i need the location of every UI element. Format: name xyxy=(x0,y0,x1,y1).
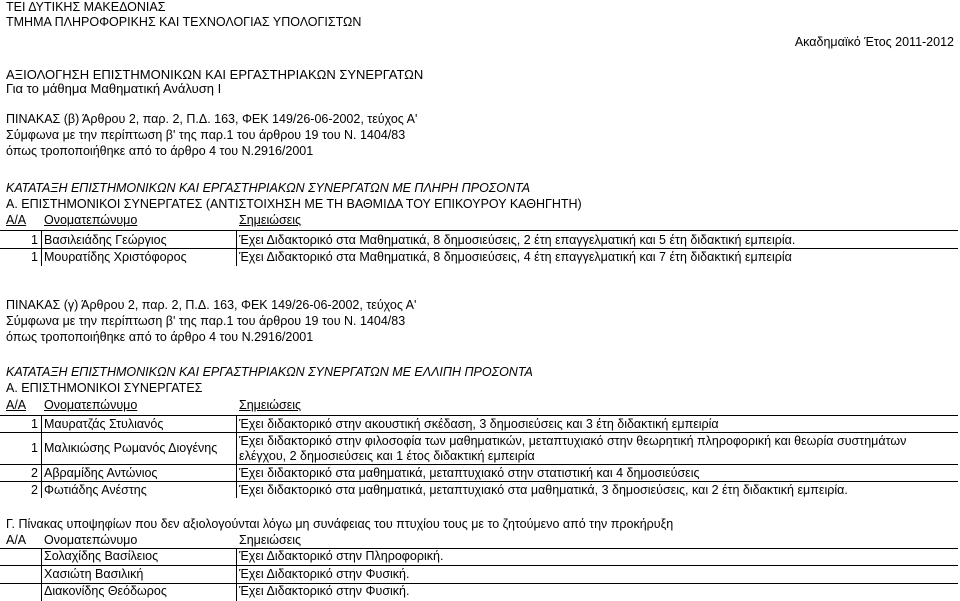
table-b xyxy=(0,213,960,268)
row-number: 1 xyxy=(31,417,38,431)
table-c-legal-line-3: όπως τροποποιήθηκε από το άρθρο 4 του Ν.2916/2001 xyxy=(6,330,314,344)
table-d-title: Γ. Πίνακας υποψηφίων που δεν αξιολογούνται λόγω μη συνάφειας του πτυχίου τους με το ζητούμενο από την προκήρυξη xyxy=(6,517,674,531)
row-name: Σολαχίδης Βασίλειος xyxy=(44,549,159,563)
table-c-category: Α. ΕΠΙΣΤΗΜΟΝΙΚΟΙ ΣΥΝΕΡΓΑΤΕΣ xyxy=(6,381,203,395)
table-d-header-aa: Α/Α xyxy=(6,533,27,547)
table-c-header-name: Ονοματεπώνυμο xyxy=(44,398,138,412)
row-name: Αβραμίδης Αντώνιος xyxy=(44,466,158,480)
course-title: Για το μάθημα Μαθηματική Ανάλυση Ι xyxy=(6,81,222,96)
row-number: 1 xyxy=(31,250,38,264)
table-c-ranking-title: ΚΑΤΑΤΑΞΗ ΕΠΙΣΤΗΜΟΝΙΚΩΝ ΚΑΙ ΕΡΓΑΣΤΗΡΙΑΚΩΝ ΣΥΝΕΡΓΑΤΩΝ ΜΕ ΕΛΛΙΠΗ ΠΡΟΣΟΝΤΑ xyxy=(6,365,533,379)
table-d-header-notes: Σημειώσεις xyxy=(239,533,302,547)
table-b-ranking-title: ΚΑΤΑΤΑΞΗ ΕΠΙΣΤΗΜΟΝΙΚΩΝ ΚΑΙ ΕΡΓΑΣΤΗΡΙΑΚΩΝ ΣΥΝΕΡΓΑΤΩΝ ΜΕ ΠΛΗΡΗ ΠΡΟΣΟΝΤΑ xyxy=(6,181,531,195)
row-notes: Έχει Διδακτορικό στην Φυσική. xyxy=(239,567,410,581)
row-name: Βασιλειάδης Γεώργιος xyxy=(44,233,167,247)
table-d xyxy=(0,533,960,601)
row-notes: Έχει διδακτορικό στα μαθηματικά, μεταπτυχιακό στην στατιστική και 4 δημοσιεύσεις xyxy=(239,466,700,480)
row-number: 2 xyxy=(31,483,38,497)
row-number: 1 xyxy=(31,233,38,247)
institution-name: ΤΕΙ ΔΥΤΙΚΗΣ ΜΑΚΕΔΟΝΙΑΣ xyxy=(6,0,166,14)
table-b-header-aa: Α/Α xyxy=(6,213,27,227)
table-b-legal-line-1: ΠΙΝΑΚΑΣ (β) Άρθρου 2, παρ. 2, Π.Δ. 163, ΦΕΚ 149/26-06-2002, τεύχος Α' xyxy=(6,112,418,126)
table-c-legal-line-2: Σύμφωνα με την περίπτωση β' της παρ.1 του άρθρου 19 του Ν. 1404/83 xyxy=(6,314,406,328)
row-name: Χασιώτη Βασιλική xyxy=(44,567,144,581)
row-name: Διακονίδης Θεόδωρος xyxy=(44,584,167,598)
table-c xyxy=(0,398,960,500)
table-b-category: Α. ΕΠΙΣΤΗΜΟΝΙΚΟΙ ΣΥΝΕΡΓΑΤΕΣ (ΑΝΤΙΣΤΟΙΧΗΣΗ ΜΕ ΤΗ ΒΑΘΜΙΔΑ ΤΟΥ ΕΠΙΚΟΥΡΟΥ ΚΑΘΗΓΗΤΗ) xyxy=(6,197,582,211)
department-name: ΤΜΗΜΑ ΠΛΗΡΟΦΟΡΙΚΗΣ ΚΑΙ ΤΕΧΝΟΛΟΓΙΑΣ ΥΠΟΛΟΓΙΣΤΩΝ xyxy=(6,15,362,29)
row-notes: Έχει Διδακτορικό στα Μαθηματικά, 8 δημοσιεύσεις, 2 έτη επαγγελματική και 5 έτη διδακτική εμπειρία. xyxy=(239,233,796,247)
row-notes: Έχει Διδακτορικό στην Πληροφορική. xyxy=(239,549,444,563)
row-name: Μαυρατζάς Στυλιανός xyxy=(44,417,164,431)
table-c-header-aa: Α/Α xyxy=(6,398,27,412)
table-b-legal-line-2: Σύμφωνα με την περίπτωση β' της παρ.1 του άρθρου 19 του Ν. 1404/83 xyxy=(6,128,406,142)
row-notes: Έχει διδακτορικό στην ακουστική σκέδαση, 3 δημοσιεύσεις και 3 έτη διδακτική εμπειρία xyxy=(239,417,719,431)
row-name: Μαλικιώσης Ρωμανός Διογένης xyxy=(44,441,218,455)
row-name: Μουρατίδης Χριστόφορος xyxy=(44,250,187,264)
table-b-legal-line-3: όπως τροποποιήθηκε από το άρθρο 4 του Ν.2916/2001 xyxy=(6,144,314,158)
evaluation-title: ΑΞΙΟΛΟΓΗΣΗ ΕΠΙΣΤΗΜΟΝΙΚΩΝ ΚΑΙ ΕΡΓΑΣΤΗΡΙΑΚΩΝ ΣΥΝΕΡΓΑΤΩΝ xyxy=(6,67,424,82)
table-d-header-name: Ονοματεπώνυμο xyxy=(44,533,138,547)
table-c-header-notes: Σημειώσεις xyxy=(239,398,302,412)
row-name: Φωτιάδης Ανέστης xyxy=(44,483,147,497)
academic-year: Ακαδημαϊκό Έτος 2011-2012 xyxy=(794,35,954,49)
table-c-legal-line-1: ΠΙΝΑΚΑΣ (γ) Άρθρου 2, παρ. 2, Π.Δ. 163, ΦΕΚ 149/26-06-2002, τεύχος Α' xyxy=(6,298,417,312)
row-notes: Έχει Διδακτορικό στα Μαθηματικά, 8 δημοσιεύσεις, 4 έτη επαγγελματική και 7 έτη διδακτική εμπειρία xyxy=(239,250,792,264)
row-number: 2 xyxy=(31,466,38,480)
table-b-header-notes: Σημειώσεις xyxy=(239,213,302,227)
table-b-header-name: Ονοματεπώνυμο xyxy=(44,213,138,227)
row-notes: Έχει διδακτορικό στην φιλοσοφία των μαθηματικών, μεταπτυχιακό στην θεωρητική πληροφορική και θεωρία συστημάτων ελέγχου, 2 δημοσιεύσεις και 1 έτος διδακτική εμπειρία xyxy=(239,434,907,463)
row-number: 1 xyxy=(31,441,38,455)
row-notes: Έχει Διδακτορικό στην Φυσική. xyxy=(239,584,410,598)
row-notes: Έχει διδακτορικό στα μαθηματικά, μεταπτυχιακό στα μαθηματικά, 3 δημοσιεύσεις, και 2 έτη διδακτική εμπειρία. xyxy=(239,483,848,497)
